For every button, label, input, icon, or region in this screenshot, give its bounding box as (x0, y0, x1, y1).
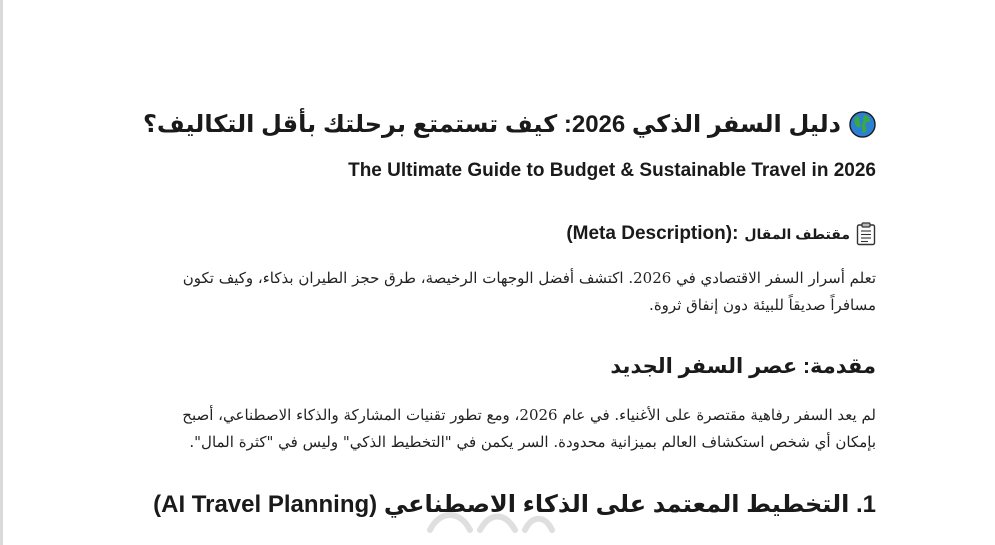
intro-heading: مقدمة: عصر السفر الجديد (610, 355, 876, 378)
watermark-logo (410, 500, 570, 545)
globe-icon (849, 111, 876, 138)
page-left-border (0, 0, 3, 545)
article-subtitle: The Ultimate Guide to Budget & Sustainable Travel in 2026 (348, 160, 876, 181)
meta-label-english: (Meta Description): (566, 223, 739, 244)
document-body (138, 0, 876, 545)
meta-description-text: تعلم أسرار السفر الاقتصادي في 2026. اكتشف أفضل الوجهات الرخيصة، طرق حجز الطيران بذكاء، وكيف تكون مسافراً صديقاً للبيئة دون إنفاق ثروة. (182, 269, 876, 314)
article-title-row (138, 110, 876, 139)
section1-heading: 1. التخطيط المعتمد على الذكاء الاصطناعي (AI Travel Planning) (153, 491, 876, 518)
meta-label-arabic: مقتطف المقال (744, 225, 850, 242)
meta-description-heading (138, 222, 876, 246)
article-title: دليل السفر الذكي 2026: كيف تستمتع برحلتك بأقل التكاليف؟ (143, 111, 841, 138)
clipboard-icon (856, 222, 876, 246)
intro-paragraph: لم يعد السفر رفاهية مقتصرة على الأغنياء. في عام 2026، ومع تطور تقنيات المشاركة والذكاء الاصطناعي، أصبح بإمكان أي شخص استكشاف العالم بميزانية محدودة. السر يكمن في "التخطيط الذكي" وليس في "كثرة المال". (182, 406, 876, 451)
